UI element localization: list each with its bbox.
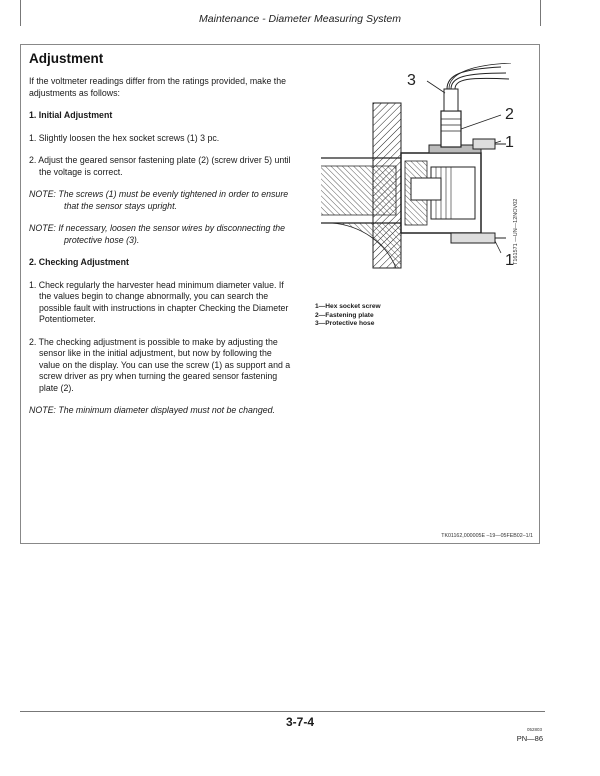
document-id: TK01162,000005E –19—05FEB02–1/1: [441, 533, 533, 539]
note-screws: NOTE: The screws (1) must be evenly tightened in order to ensure that the sensor stays upright.: [29, 189, 289, 211]
legend-item: 2—Fastening plate: [315, 311, 374, 319]
figure-side-code: T161571 —UN—12NOV02: [513, 198, 519, 265]
initial-step-1: 1. Slightly loosen the hex socket screws (1) 3 pc.: [29, 132, 220, 143]
note-min-diameter: NOTE: The minimum diameter displayed must not be changed.: [29, 405, 275, 415]
callout-2: 2: [505, 106, 514, 123]
checking-step-1: 1. Check regularly the harvester head minimum diameter value. If the values begin to change abnormally, you can search the possible fault with instructions in chapter Checking the Diameter Potentiometer.: [29, 279, 289, 324]
running-head: Maintenance - Diameter Measuring System: [199, 13, 401, 25]
legend-item: 3—Protective hose: [315, 320, 375, 327]
content-frame: [20, 44, 540, 544]
legend-item: 1—Hex socket screw: [315, 303, 381, 310]
sensor-assembly-diagram: [301, 63, 531, 283]
figure-legend: [315, 303, 381, 329]
section-title: Adjustment: [29, 51, 104, 66]
date-code: 052803: [526, 727, 542, 732]
intro-paragraph: If the voltmeter readings differ from the ratings provided, make the adjustments as follows:: [29, 76, 287, 98]
footer-rule: [20, 711, 545, 712]
page-number: 3-7-4: [285, 715, 314, 729]
callout-3: 3: [407, 72, 416, 89]
text-column: [29, 51, 291, 428]
checking-adjustment-heading: 2. Checking Adjustment: [29, 257, 129, 267]
callout-1-bottom: 1: [505, 252, 514, 269]
initial-step-2: 2. Adjust the geared sensor fastening plate (2) (screw driver 5) until the voltage is correct.: [29, 155, 291, 177]
initial-adjustment-heading: 1. Initial Adjustment: [29, 110, 113, 120]
note-hose: NOTE: If necessary, loosen the sensor wires by disconnecting the protective hose (3).: [29, 223, 286, 245]
page-code: PN—86: [516, 734, 543, 743]
checking-step-2: 2. The checking adjustment is possible to make by adjusting the sensor like in the initial adjustment, but now by following the value on the display. You can use the screw (1) as support and a screw driver as pry when turning the geared sensor fastening plate (2).: [29, 336, 291, 393]
callout-1-top: 1: [505, 134, 514, 151]
